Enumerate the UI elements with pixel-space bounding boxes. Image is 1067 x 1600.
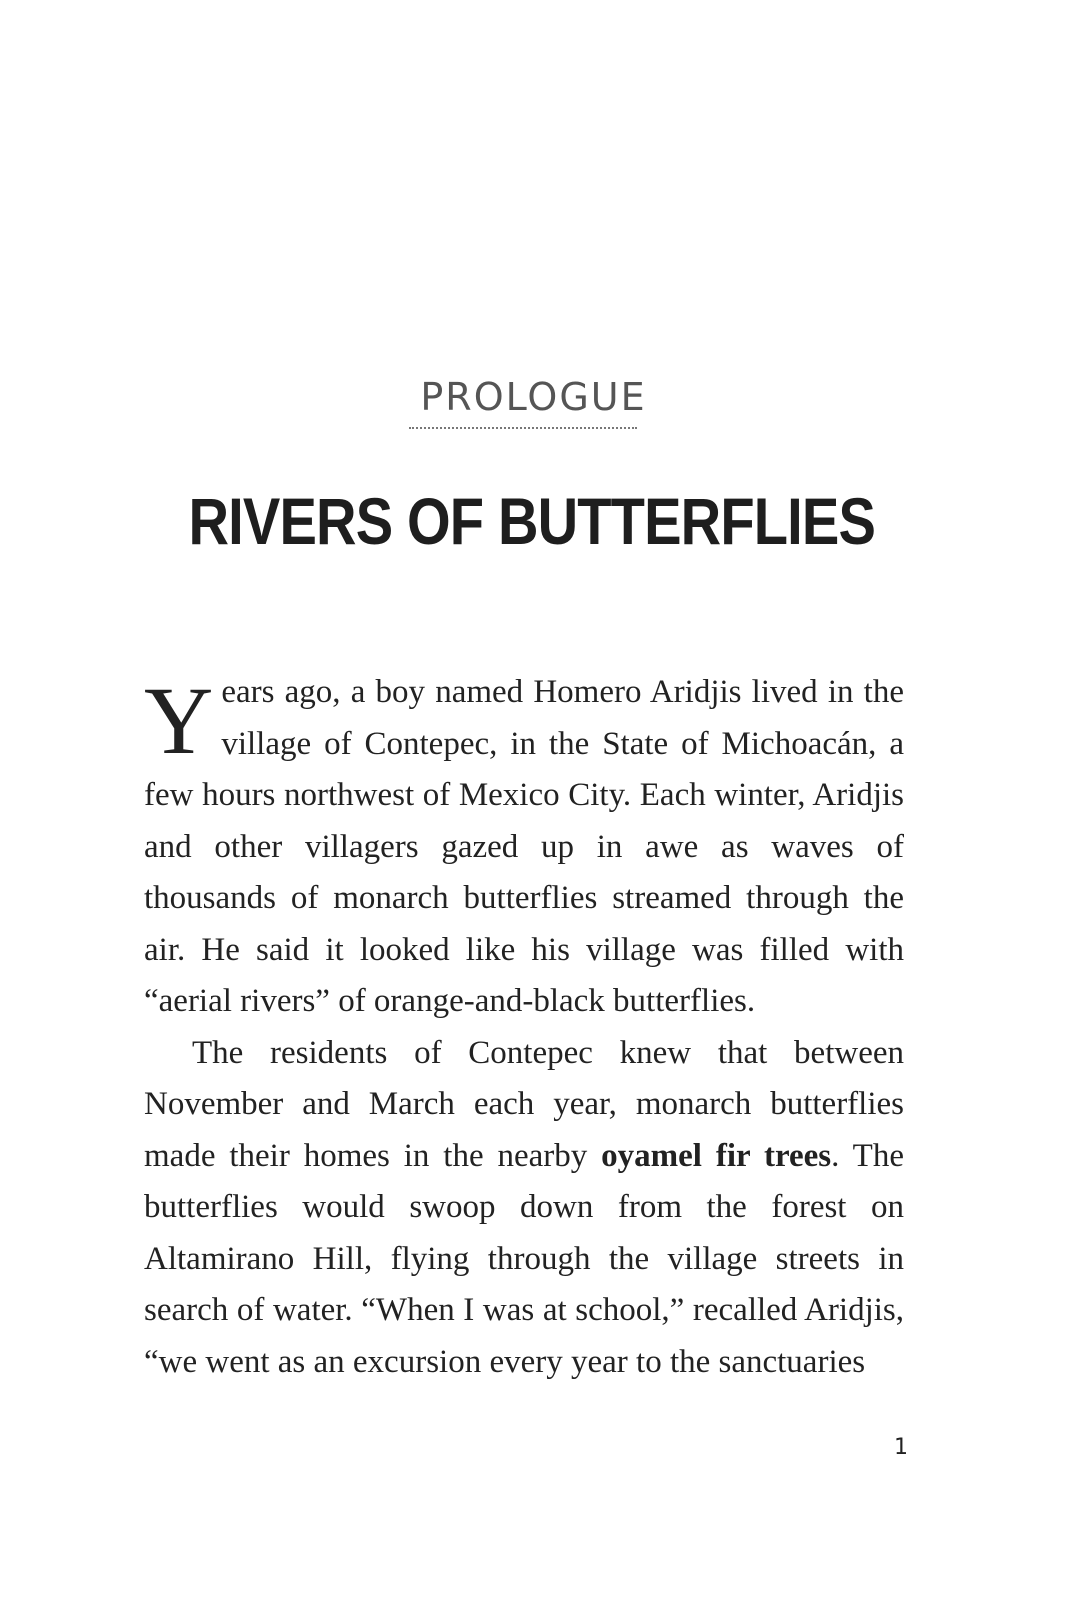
paragraph-1-text: ears ago, a boy named Homero Aridjis lived in the village of Contepec, in the State of Michoacán, a few hours northwest of Mexico City. Each winter, Aridjis and other villagers gazed up in awe as waves of thousands of monarch butterflies streamed through the air. He said it looked like his village was filled with “aerial rivers” of orange-and-black butterflies. xyxy=(144,674,904,1019)
chapter-title: RIVERS OF BUTTERFLIES xyxy=(188,484,876,558)
paragraph-2 xyxy=(144,1028,904,1389)
drop-cap: Y xyxy=(144,667,214,774)
glossary-term: oyamel fir trees xyxy=(601,1137,832,1174)
paragraph-2-text-before-term: The residents of Contepec knew that between November and March each year, monarch butterflies made their homes in the nearby xyxy=(144,1034,904,1174)
paragraph-1 xyxy=(144,667,904,1028)
chapter-label: PROLOGUE xyxy=(420,375,647,419)
page-number: 1 xyxy=(894,1435,908,1460)
body-text xyxy=(144,667,904,1388)
chapter-label-dotted-rule xyxy=(409,427,637,429)
paragraph-2-text-after-term: . The butterflies would swoop down from the forest on Altamirano Hill, flying through the village streets in search of water. “When I was at school,” recalled Aridjis, “we went as an excursion every year to the sanctuaries xyxy=(144,1137,904,1380)
